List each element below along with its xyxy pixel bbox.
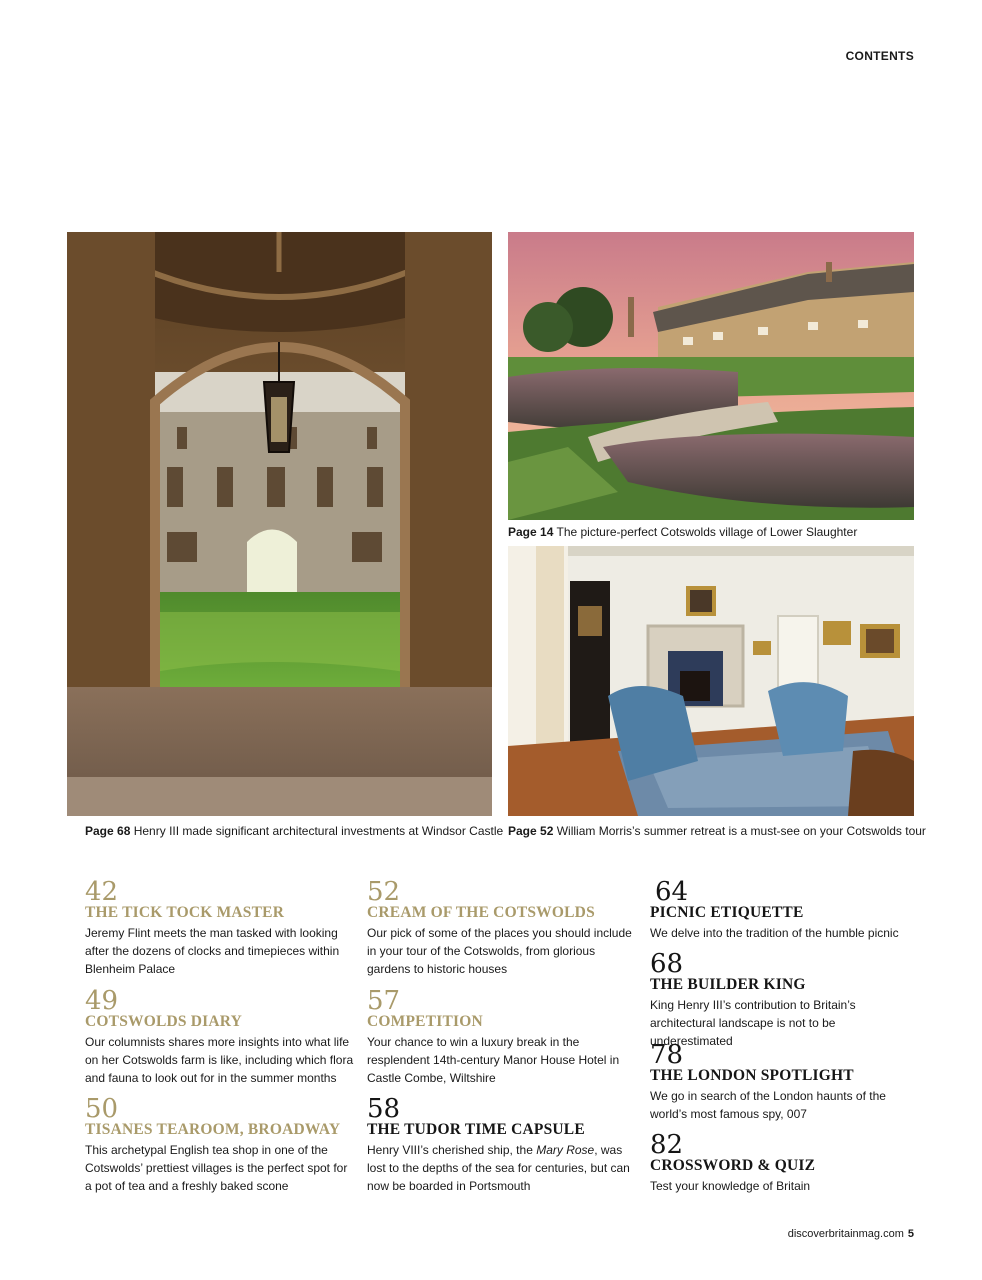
entry-page-number: 49 [85,986,119,1016]
entry-description: We delve into the tradition of the humble picnic [650,926,899,940]
contents-entry-68[interactable] [650,949,920,1051]
entry-page-number: 50 [85,1094,119,1124]
lower-slaughter-photo [508,232,914,520]
entry-description: Our columnists shares more insights into what life on her Cotswolds farm is like, including which flora and fauna to look out for in the summer months [85,1035,354,1086]
entry-title: COTSWOLDS DIARY [85,1013,243,1030]
contents-entry-78[interactable] [650,1040,920,1123]
entry-page-number: 82 [650,1130,684,1160]
entry-title: CREAM OF THE COTSWOLDS [367,904,595,921]
entry-description: King Henry III’s contribution to Britain’s architectural landscape is not to be underestimated [650,998,856,1049]
entry-page-number: 68 [650,949,684,979]
section-label: CONTENTS [845,49,914,63]
entry-title: CROSSWORD & QUIZ [650,1157,816,1174]
entry-page-number: 57 [367,986,401,1016]
entry-title: THE BUILDER KING [650,976,806,993]
entry-page-number: 52 [367,877,401,907]
entry-description: Our pick of some of the places you should include in your tour of the Cotswolds, from glorious gardens to historic houses [367,926,632,977]
morris-retreat-photo [508,546,914,816]
contents-entry-50[interactable] [85,1094,355,1196]
entry-description: We go in search of the London haunts of the world’s most famous spy, 007 [650,1089,886,1122]
contents-entry-52[interactable] [367,877,637,979]
windsor-castle-photo [67,232,492,816]
page-number: 5 [907,1228,914,1240]
contents-entry-57[interactable] [367,986,637,1088]
entry-description: Jeremy Flint meets the man tasked with looking after the dozens of clocks and timepieces within Blenheim Palace [85,926,340,977]
footer-site[interactable]: discoverbritainmag.com [787,1228,904,1240]
contents-entry-49[interactable] [85,986,355,1088]
caption-page-ref: Page 68 [85,824,131,838]
caption-page-ref: Page 14 [508,525,554,539]
entry-title: THE LONDON SPOTLIGHT [650,1067,854,1084]
contents-entry-42[interactable] [85,877,355,979]
entry-title: COMPETITION [367,1013,483,1030]
entry-title: THE TUDOR TIME CAPSULE [367,1121,585,1138]
entry-page-number: 78 [650,1040,684,1070]
entry-title: TISANES TEAROOM, BROADWAY [85,1121,341,1138]
caption-text: Henry III made significant architectural investments at Windsor Castle [133,824,504,838]
entry-title: PICNIC ETIQUETTE [650,904,804,921]
caption-text: The picture-perfect Cotswolds village of Lower Slaughter [556,525,858,539]
caption-text: William Morris’s summer retreat is a must-see on your Cotswolds tour [556,824,926,838]
entry-page-number: 42 [85,877,119,907]
caption-morris [508,824,926,838]
entry-title: THE TICK TOCK MASTER [85,904,285,921]
entry-description: Test your knowledge of Britain [650,1179,811,1193]
caption-page-ref: Page 52 [508,824,554,838]
entry-description: Your chance to win a luxury break in the resplendent 14th-century Manor House Hotel in Castle Combe, Wiltshire [367,1035,620,1086]
page-footer [788,1228,914,1240]
entry-description: This archetypal English tea shop in one of the Cotswolds’ prettiest villages is the perfect spot for a pot of tea and a freshly baked scone [85,1143,348,1194]
entry-page-number: 58 [367,1094,401,1124]
contents-entry-64[interactable] [650,877,920,942]
caption-windsor [85,824,503,838]
entry-description: Henry VIII’s cherished ship, the Mary Rose, was lost to the depths of the sea for centuries, but can now be boarded in Portsmouth [367,1143,630,1194]
contents-entry-82[interactable] [650,1130,920,1195]
caption-lower-slaughter [508,525,857,539]
entry-page-number: 64 [655,877,689,907]
contents-entry-58[interactable] [367,1094,637,1196]
